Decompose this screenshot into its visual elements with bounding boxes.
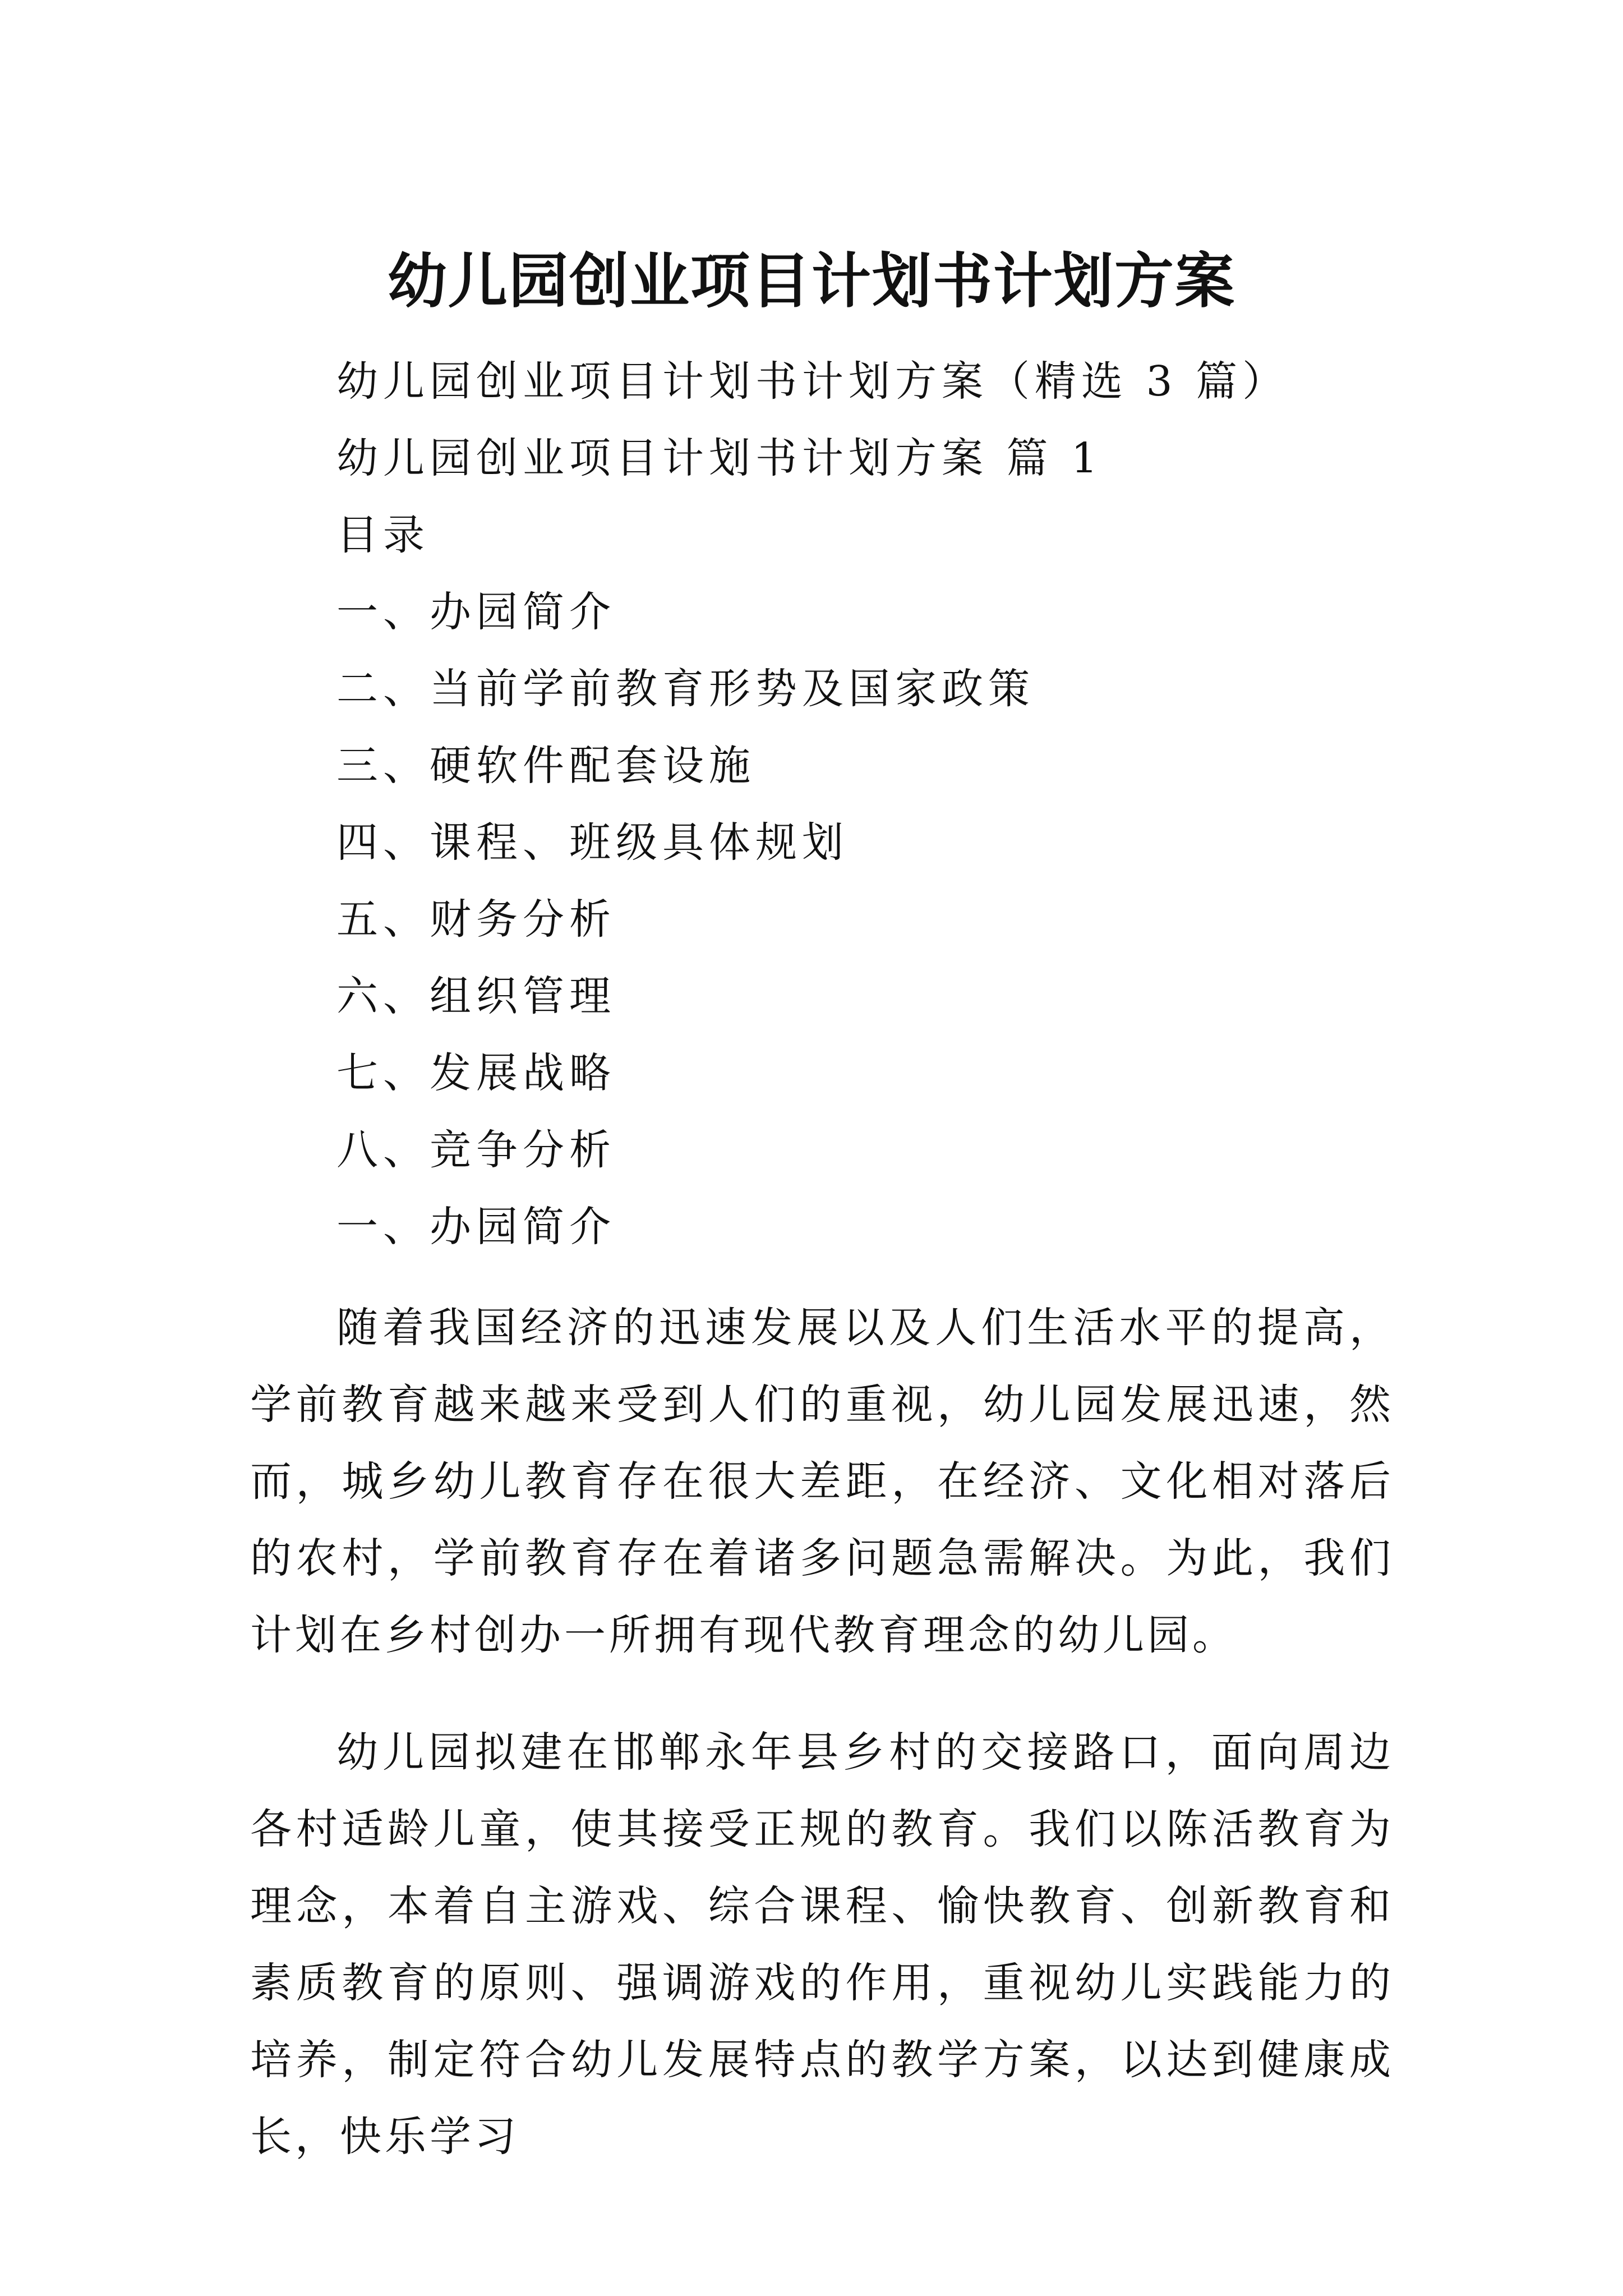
toc-item: 三、硬软件配套设施	[336, 742, 755, 790]
toc-item: 七、发展战略	[336, 1049, 616, 1097]
toc-item: 四、课程、班级具体规划	[336, 818, 849, 867]
section-heading-line: 幼儿园创业项目计划书计划方案 篇 1	[336, 434, 1103, 482]
body-section-heading: 一、办园简介	[336, 1203, 616, 1251]
document-lines	[336, 343, 1402, 1266]
body-paragraph: 幼儿园拟建在邯郸永年县乡村的交接路口，面向周边各村适龄儿童，使其接受正规的教育。我们以陈活教育为理念，本着自主游戏、综合课程、愉快教育、创新教育和素质教育的原则、强调游戏的作用，重视幼儿实践能力的培养，制定符合幼儿发展特点的教学方案，以达到健康成长，快乐学习	[250, 1728, 1394, 2161]
toc-item: 六、组织管理	[336, 972, 616, 1020]
toc-heading: 目录	[336, 511, 430, 559]
body-paragraph: 随着我国经济的迅速发展以及人们生活水平的提高，学前教育越来越来受到人们的重视，幼儿园发展迅速，然而，城乡幼儿教育存在很大差距，在经济、文化相对落后的农村，学前教育存在着诸多问题急需解决。为此，我们计划在乡村创办一所拥有现代教育理念的幼儿园。	[250, 1304, 1394, 1659]
toc-item: 八、竞争分析	[336, 1126, 616, 1174]
subtitle-line: 幼儿园创业项目计划书计划方案（精选 3 篇）	[336, 357, 1289, 406]
toc-item: 二、当前学前教育形势及国家政策	[336, 665, 1035, 713]
toc-item: 五、财务分析	[336, 895, 616, 944]
document-title: 幼儿园创业项目计划书计划方案	[388, 246, 1235, 316]
toc-item: 一、办园简介	[336, 588, 616, 636]
